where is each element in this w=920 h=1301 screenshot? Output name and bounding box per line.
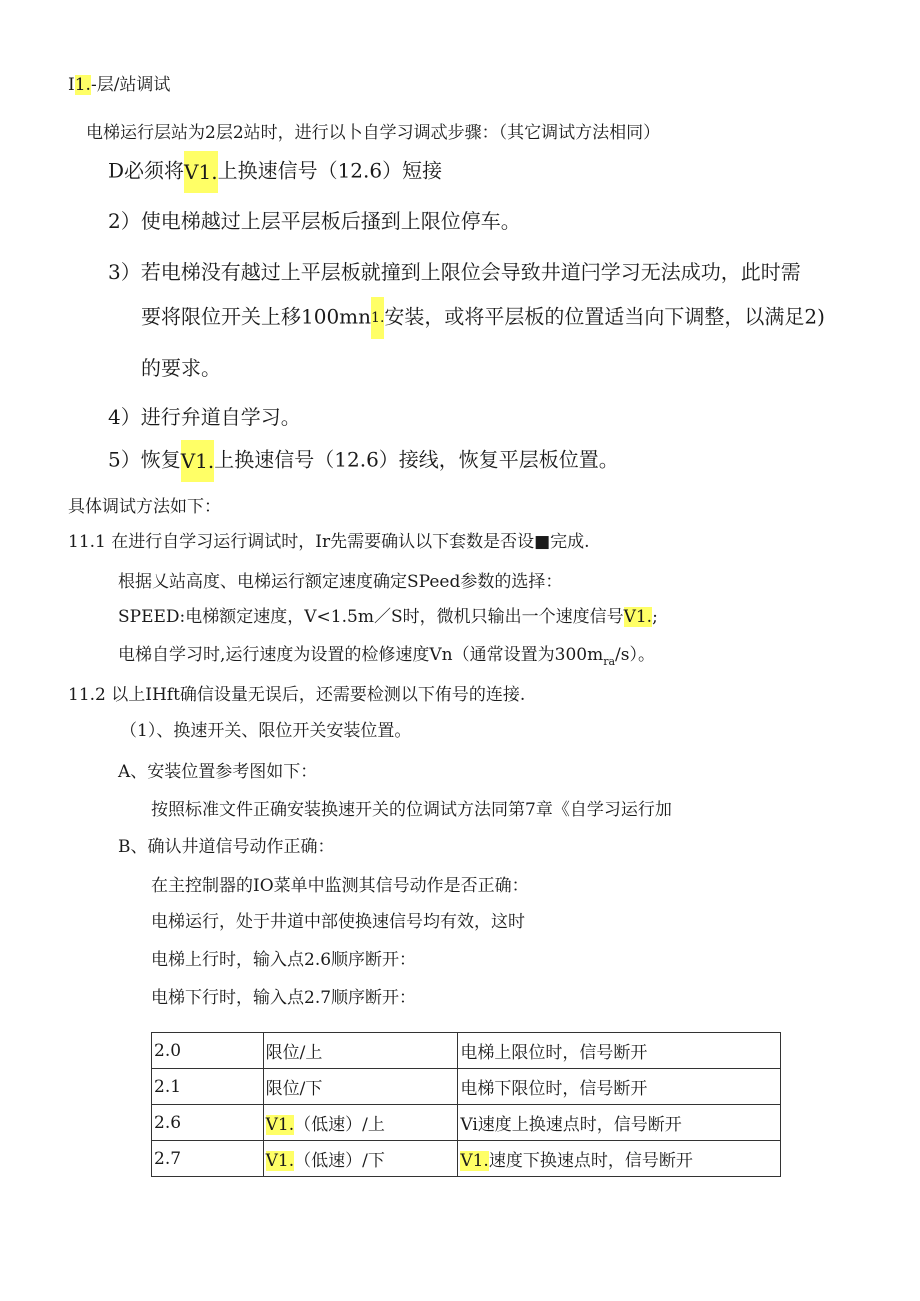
section-11-1-line-3 [118, 602, 658, 627]
section-b-line-3: 电梯上行时，输入点2.6顺序断开： [151, 950, 417, 970]
table-cell: 2.7 [152, 1141, 264, 1177]
cell-highlight: V1. [265, 1115, 295, 1135]
table-cell: 限位/下 [263, 1069, 458, 1105]
section-11-2-title: 11.2 以上IHft确信设量无误后，还需要检测以下侑号的连接. [68, 685, 526, 705]
table-cell [458, 1141, 781, 1177]
inspection-speed-end: /s）。 [615, 645, 655, 665]
speed-end: ; [652, 607, 658, 627]
table-row [152, 1033, 781, 1069]
cell-text: （低速）/上 [294, 1115, 385, 1135]
step-1-highlight: V1. [184, 151, 218, 193]
section-11-1-title: 11.1 在进行自学习运行调试时，Ir先需要确认以下套数是否设■完成. [68, 532, 590, 552]
table-cell: 电梯上限位时，信号断开 [458, 1033, 781, 1069]
cell-highlight: V1. [460, 1151, 489, 1171]
table-cell: 2.6 [152, 1105, 264, 1141]
section-b-title: B、确认井道信号动作正确： [118, 837, 335, 857]
cell-text: 速度下换速点时，信号断开 [488, 1151, 693, 1171]
table-cell: Vi速度上换速点时，信号断开 [458, 1105, 781, 1141]
section-a-title: A、安装位置参考图如下： [118, 762, 318, 782]
table-cell [263, 1105, 458, 1141]
section-11-1-line-4 [118, 640, 655, 668]
section-b-line-1: 在主控制器的IO菜单中监测其信号动作是否正确： [151, 876, 529, 896]
heading-prefix: I [68, 75, 75, 95]
step-3-pre: 要将限位开关上移100mn [141, 304, 372, 329]
step-5 [108, 440, 619, 482]
step-3-line-1: 3）若电梯没有越过上平层板就撞到上限位会导致井道闩学习无法成功，此时需 [108, 260, 801, 284]
step-1-pre: D必须将 [108, 158, 185, 183]
heading-highlight: 1. [74, 75, 91, 95]
speed-highlight: V1. [623, 607, 653, 627]
section-heading [68, 70, 170, 95]
table-cell: 2.1 [152, 1069, 264, 1105]
heading-text: -层/站调试 [90, 75, 171, 95]
table-cell: 限位/上 [263, 1033, 458, 1069]
step-5-highlight: V1. [181, 440, 215, 482]
step-4: 4）进行弁道自学习。 [108, 405, 301, 429]
cell-highlight: V1. [265, 1151, 295, 1171]
section-b-line-4: 电梯下行时，输入点2.7顺序断开： [151, 988, 417, 1008]
section-a-text: 按照标准文件正确安装换速开关的位调试方法同第7章《自学习运行加 [151, 800, 672, 820]
section-11-2-item-1: （1）、换速开关、限位开关安装位置。 [120, 721, 412, 741]
table-row [152, 1105, 781, 1141]
section-11-1-line-2: 根据乂站高度、电梯运行额定速度确定SPeed参数的选择： [118, 572, 563, 592]
signal-table [151, 1032, 781, 1177]
step-1 [108, 151, 442, 193]
step-5-post: 上换速信号（12.6）接线，恢复平层板位置。 [214, 447, 619, 472]
inspection-speed-sub: ra [603, 655, 616, 668]
step-5-pre: 5）恢复 [108, 447, 181, 472]
table-row [152, 1069, 781, 1105]
step-3-line-2 [141, 297, 825, 339]
inspection-speed-text: 电梯自学习时,运行速度为设置的检修速度Vn（通常设置为300m [118, 645, 604, 665]
intro-text: 电梯运行层站为2层2站时，进行以卜自学习调忒步骤：（其它调试方法相同） [86, 123, 661, 143]
step-3-line-3: 的要求。 [141, 356, 221, 380]
speed-text: SPEED:电梯额定速度，V<1.5m／S时，微机只输出一个速度信号 [118, 607, 624, 627]
step-2: 2）使电梯越过上层平层板后搔到上限位停车。 [108, 209, 521, 233]
table-cell [263, 1141, 458, 1177]
cell-text: （低速）/下 [294, 1151, 385, 1171]
step-3-post: 安装，或将平层板的位置适当向下调整，以满足2) [384, 304, 825, 329]
section-b-line-2: 电梯运行，处于井道中部使换速信号均有效，这时 [151, 912, 525, 932]
step-3-highlight: 1. [371, 297, 384, 339]
step-1-post: 上换速信号（12.6）短接 [217, 158, 443, 183]
table-cell: 电梯下限位时，信号断开 [458, 1069, 781, 1105]
table-row [152, 1141, 781, 1177]
table-cell: 2.0 [152, 1033, 264, 1069]
method-title: 具体调试方法如下： [68, 497, 221, 517]
